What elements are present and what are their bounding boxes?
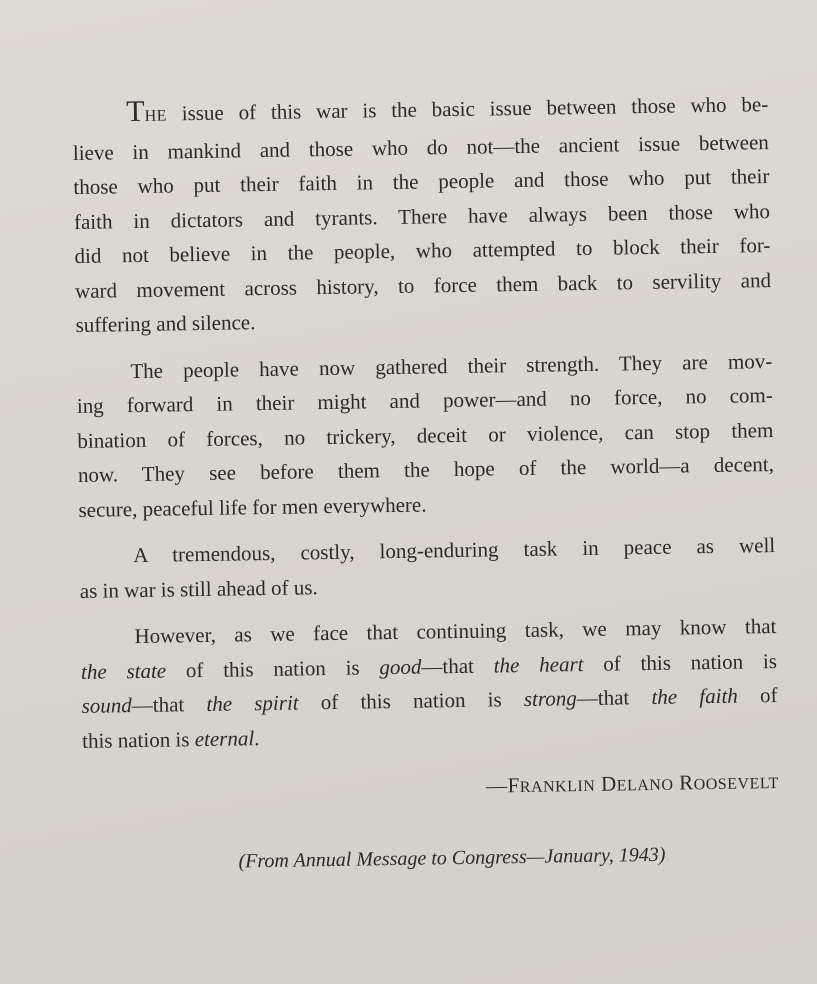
- paragraph-3: [79, 528, 776, 608]
- p1-line-2: lieve in mankind and those who do not—the ancient issue between: [72, 129, 769, 165]
- paragraph-4: [80, 609, 778, 758]
- paragraph-2: [76, 344, 775, 527]
- p3-line-1: A tremendous, costly, long-enduring task in peace as well: [133, 533, 776, 568]
- p4-line-3: sound—that the spirit of this nation is strong—that the faith of: [81, 682, 778, 718]
- p4-line-4: this nation is eternal.: [81, 725, 260, 753]
- author-attribution: —FRANKLIN DELANO ROOSEVELT: [485, 770, 780, 798]
- p4-line-2: the state of this nation is good—that the heart of this nation is: [80, 648, 778, 684]
- p1-line-5: did not believe in the people, who attempted to block their for-: [74, 233, 771, 268]
- source-citation: (From Annual Message to Congress—January, 1943): [238, 843, 666, 873]
- p1-line-3: those who put their faith in the people and those who put their: [73, 164, 770, 199]
- p1-line-1: THE issue of this war is the basic issue between those who be-: [125, 92, 769, 129]
- p1-line-4: faith in dictators and tyrants. There have always been those who: [73, 198, 771, 234]
- p2-line-2: ing forward in their might and power—and no force, no com-: [76, 383, 773, 418]
- p1-line-6: ward movement across history, to force them back to servility and: [74, 267, 772, 303]
- paragraph-1: [72, 85, 772, 342]
- small-caps: HE: [144, 107, 168, 125]
- drop-cap: T: [125, 94, 145, 129]
- p3-line-2: as in war is still ahead of us.: [79, 574, 318, 603]
- p2-line-1: The people have now gathered their strength. They are mov-: [130, 348, 773, 383]
- p4-line-1: However, as we face that continuing task, we may know that: [134, 614, 777, 649]
- p2-line-4: now. They see before them the hope of the world—a decent,: [77, 452, 775, 487]
- book-page: [72, 85, 780, 876]
- p2-line-3: bination of forces, no trickery, deceit or violence, can stop them: [77, 417, 774, 453]
- p2-line-5: secure, peaceful life for men everywhere.: [78, 491, 427, 522]
- p1-line-7: suffering and silence.: [75, 310, 256, 337]
